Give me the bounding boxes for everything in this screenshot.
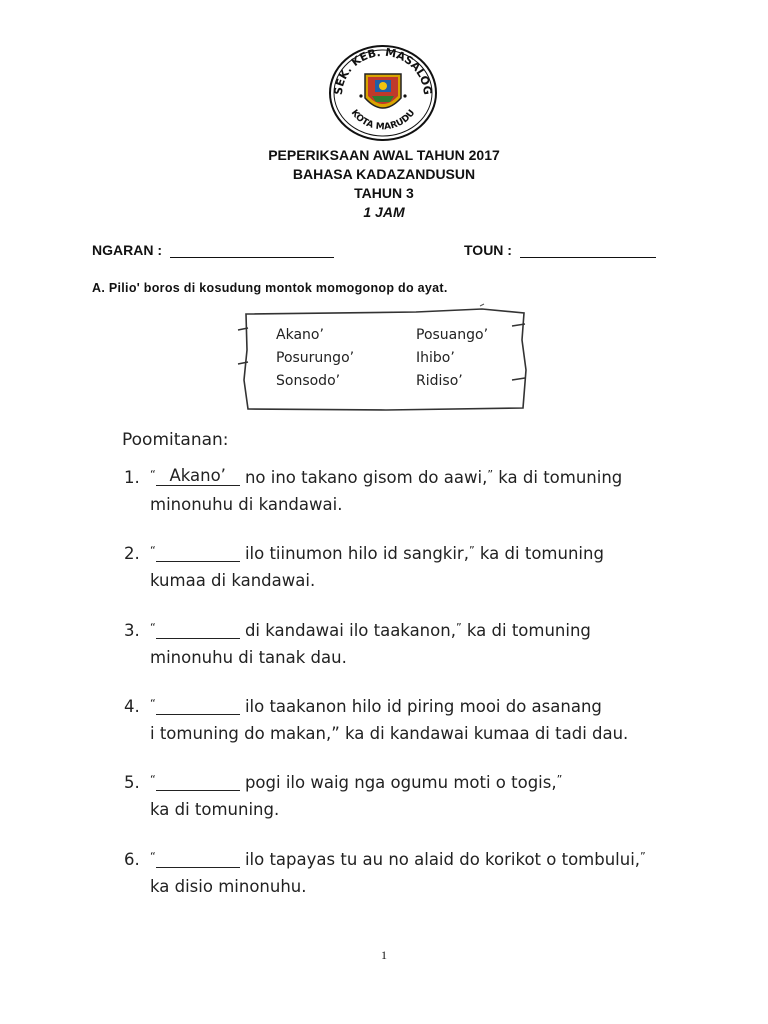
exam-title: PEPERIKSAAN AWAL TAHUN 2017	[268, 147, 500, 163]
question-number: 6.	[124, 850, 140, 869]
question-text: kumaa di kandawai.	[150, 571, 316, 590]
question-text: ka di tomuning	[466, 621, 591, 640]
question-text: pogi ilo waig nga ogumu moti o togis,	[244, 773, 557, 792]
question-text: ka di tomuning	[479, 544, 604, 563]
question-item: 5. “ pogi ilo waig nga ogumu moti o togis,” ka di tomuning.	[124, 766, 562, 823]
question-text: ilo taakanon hilo id piring mooi do asanang	[244, 697, 602, 716]
duration: 1 JAM	[363, 204, 405, 220]
question-text: ilo tapayas tu au no alaid do korikot o tombului,	[244, 850, 641, 869]
question-number: 2.	[124, 544, 140, 563]
answer-blank[interactable]	[156, 543, 240, 562]
class-blank[interactable]	[520, 243, 656, 258]
subject-title: BAHASA KADAZANDUSUN	[292, 166, 476, 182]
word-option: Posurungo’	[276, 350, 355, 366]
answer-blank[interactable]	[156, 849, 240, 868]
question-text: i tomuning do makan,” ka di kandawai kumaa di tadi dau.	[150, 724, 629, 743]
question-text: minonuhu di tanak dau.	[150, 648, 347, 667]
logo-top-text: SEK. KEB. MASALOG	[331, 45, 435, 96]
question-item: 6. “ ilo tapayas tu au no alaid do korikot o tombului,” ka disio minonuhu.	[124, 843, 646, 900]
word-option: Ridiso’	[416, 373, 463, 389]
question-item: 2. “ ilo tiinumon hilo id sangkir,” ka di tomuning kumaa di kandawai.	[124, 537, 604, 594]
logo-bottom-text: KOTA MARUDU	[348, 108, 418, 133]
question-text: no ino takano gisom do aawi,	[244, 468, 488, 487]
word-option: Ihibo’	[416, 350, 455, 366]
name-field	[92, 242, 334, 258]
answer-blank[interactable]	[156, 772, 240, 791]
year-title: TAHUN 3	[354, 185, 414, 201]
class-field	[464, 242, 656, 258]
question-number: 5.	[124, 773, 140, 792]
question-text: ilo tiinumon hilo id sangkir,	[244, 544, 469, 563]
question-text: ka di tomuning.	[150, 800, 280, 819]
exam-header	[0, 146, 768, 222]
word-option: Sonsodo’	[276, 373, 341, 389]
question-item: 3. “ di kandawai ilo taakanon,” ka di tomuning minonuhu di tanak dau.	[124, 614, 591, 671]
name-label: NGARAN :	[92, 242, 162, 258]
word-option: Posuango’	[416, 327, 489, 343]
question-number: 1.	[124, 468, 140, 487]
question-text: ka di tomuning	[498, 468, 623, 487]
example-title: Poomitanan:	[122, 430, 229, 450]
class-label: TOUN :	[464, 242, 512, 258]
school-logo	[328, 44, 438, 142]
question-text: di kandawai ilo taakanon,	[244, 621, 456, 640]
example-answer: Akano’	[169, 466, 226, 485]
answer-blank[interactable]	[156, 696, 240, 715]
word-option: Akano’	[276, 327, 324, 343]
section-a-instruction: A. Pilio' boros di kosudung montok momogonop do ayat.	[92, 281, 448, 295]
question-number: 4.	[124, 697, 140, 716]
question-number: 3.	[124, 621, 140, 640]
answer-blank[interactable]	[156, 467, 240, 486]
question-text: ka disio minonuhu.	[150, 877, 307, 896]
question-item: 4. “ ilo taakanon hilo id piring mooi do asanang i tomuning do makan,” ka di kandawai kumaa di tadi dau.	[124, 690, 628, 747]
question-text: minonuhu di kandawai.	[150, 495, 343, 514]
page-number: 1	[381, 948, 387, 962]
question-item: 1. “ Akano’ no ino takano gisom do aawi,” ka di tomuning minonuhu di kandawai.	[124, 461, 622, 518]
answer-blank[interactable]	[156, 620, 240, 639]
name-blank[interactable]	[170, 243, 334, 258]
